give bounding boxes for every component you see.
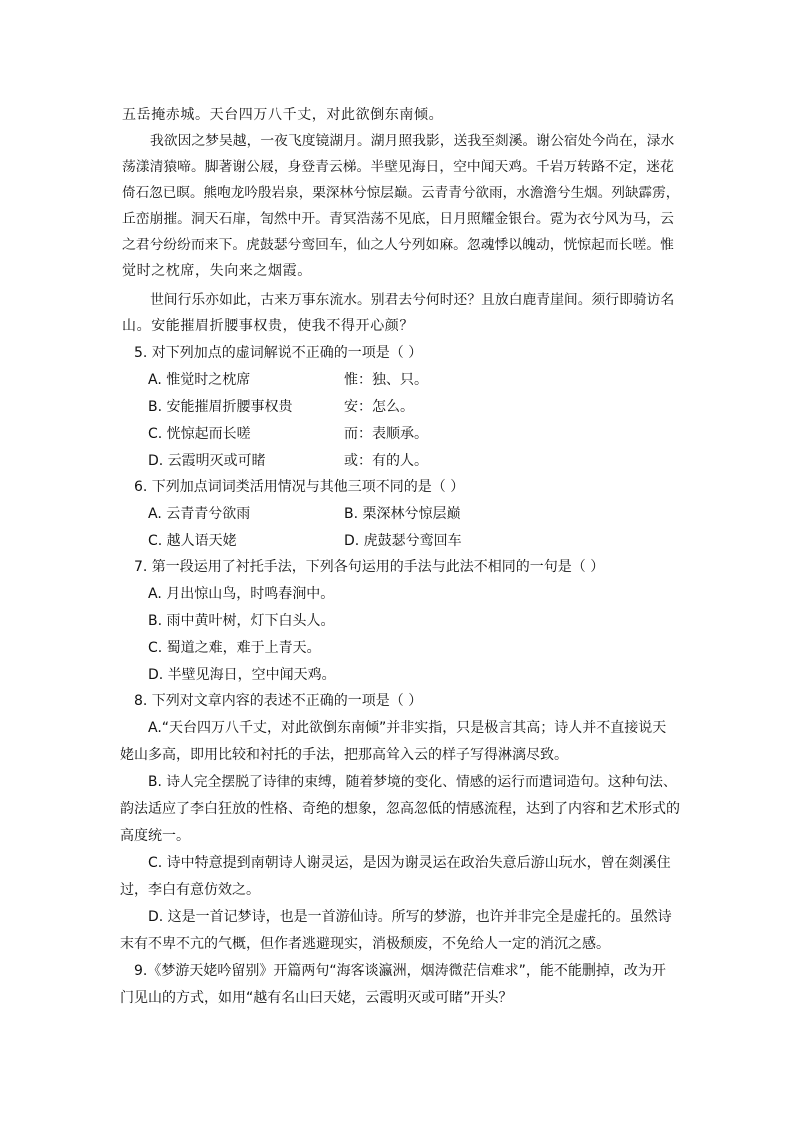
poem-line: 觉时之枕席，失向来之烟霞。 xyxy=(122,263,312,279)
question-5-stem: 5. 对下列加点的虚词解说不正确的一项是（ ） xyxy=(134,345,423,361)
q7-option-b: B. 雨中黄叶树，灯下白头人。 xyxy=(148,613,335,629)
question-9-stem: 9.《梦游天姥吟留别》开篇两句“海客谈瀛洲，烟涛微茫信难求”，能不能删掉，改为开 xyxy=(134,963,666,979)
question-8-stem: 8. 下列对文章内容的表述不正确的一项是（ ） xyxy=(134,693,423,709)
q5-option-a-note: 惟：独、只。 xyxy=(344,372,428,388)
q5-option-d: D. 云霞明灭或可睹 xyxy=(148,453,266,469)
q8-option-b-cont: 韵法适应了李白狂放的性格、奇绝的想象，忽高忽低的情感流程，达到了内容和艺术形式的 xyxy=(120,801,680,817)
q7-option-a: A. 月出惊山鸟，时鸣春涧中。 xyxy=(148,586,335,602)
poem-line: 世间行乐亦如此，古来万事东流水。别君去兮何时还？且放白鹿青崖间。须行即骑访名 xyxy=(150,292,675,308)
q8-option-c-cont: 过，李白有意仿效之。 xyxy=(120,882,260,898)
q5-option-c-note: 而：表顺承。 xyxy=(344,426,428,442)
q6-option-b: B. 栗深林兮惊层巅 xyxy=(344,506,461,522)
q8-option-a-cont: 姥山多高，即用比较和衬托的手法，把那高耸入云的样子写得淋漓尽致。 xyxy=(120,747,568,763)
q5-option-a: A. 惟觉时之枕席 xyxy=(148,372,251,388)
poem-line: 我欲因之梦吴越，一夜飞度镜湖月。湖月照我影，送我至剡溪。谢公宿处今尚在，渌水 xyxy=(150,133,675,149)
q7-option-c: C. 蜀道之难，难于上青天。 xyxy=(148,640,321,656)
q7-option-d: D. 半壁见海日，空中闻天鸡。 xyxy=(148,667,336,683)
poem-line: 山。安能摧眉折腰事权贵，使我不得开心颜？ xyxy=(122,318,414,334)
q8-option-b-cont: 高度统一。 xyxy=(120,828,190,844)
q6-option-d: D. 虎鼓瑟兮鸾回车 xyxy=(344,533,462,549)
poem-line: 五岳掩赤城。天台四万八千丈，对此欲倒东南倾。 xyxy=(122,107,444,123)
poem-line: 丘峦崩摧。洞天石扉，訇然中开。青冥浩荡不见底，日月照耀金银台。霓为衣兮风为马，云 xyxy=(122,211,674,227)
q5-option-c: C. 恍惊起而长嗟 xyxy=(148,426,251,442)
question-7-stem: 7. 第一段运用了衬托手法，下列各句运用的手法与此法不相同的一句是（ ） xyxy=(134,559,605,575)
poem-line: 之君兮纷纷而来下。虎鼓瑟兮鸾回车，仙之人兮列如麻。忽魂悸以魄动，恍惊起而长嗟。惟 xyxy=(122,237,674,253)
poem-line: 倚石忽已暝。熊咆龙吟殷岩泉，栗深林兮惊层巅。云青青兮欲雨，水澹澹兮生烟。列缺霹雳， xyxy=(122,185,680,201)
q8-option-d-cont: 末有不卑不亢的气概，但作者逃避现实，消极颓废，不免给人一定的消沉之感。 xyxy=(120,936,610,952)
q5-option-b: B. 安能摧眉折腰事权贵 xyxy=(148,399,293,415)
q8-option-a: A.“天台四万八千丈，对此欲倒东南倾”并非实指，只是极言其高；诗人并不直接说天 xyxy=(148,720,667,736)
q6-option-c: C. 越人语天姥 xyxy=(148,533,237,549)
q5-option-d-note: 或：有的人。 xyxy=(344,453,428,469)
q8-option-d: D. 这是一首记梦诗，也是一首游仙诗。所写的梦游，也许并非完全是虚托的。虽然诗 xyxy=(148,909,672,925)
q8-option-b: B. 诗人完全摆脱了诗律的束缚，随着梦境的变化、情感的运行而遣词造句。这种句法、 xyxy=(148,774,677,790)
q8-option-c: C. 诗中特意提到南朝诗人谢灵运，是因为谢灵运在政治失意后游山玩水，曾在剡溪住 xyxy=(148,855,671,871)
question-9-stem-cont: 门见山的方式，如用“越有名山曰天姥，云霞明灭或可睹”开头？ xyxy=(120,990,513,1006)
q5-option-b-note: 安：怎么。 xyxy=(344,399,414,415)
poem-line: 荡漾清猿啼。脚著谢公屐，身登青云梯。半壁见海日，空中闻天鸡。千岩万转路不定，迷花 xyxy=(122,159,674,175)
q6-option-a: A. 云青青兮欲雨 xyxy=(148,506,251,522)
question-6-stem: 6. 下列加点词词类活用情况与其他三项不同的是（ ） xyxy=(134,479,465,495)
